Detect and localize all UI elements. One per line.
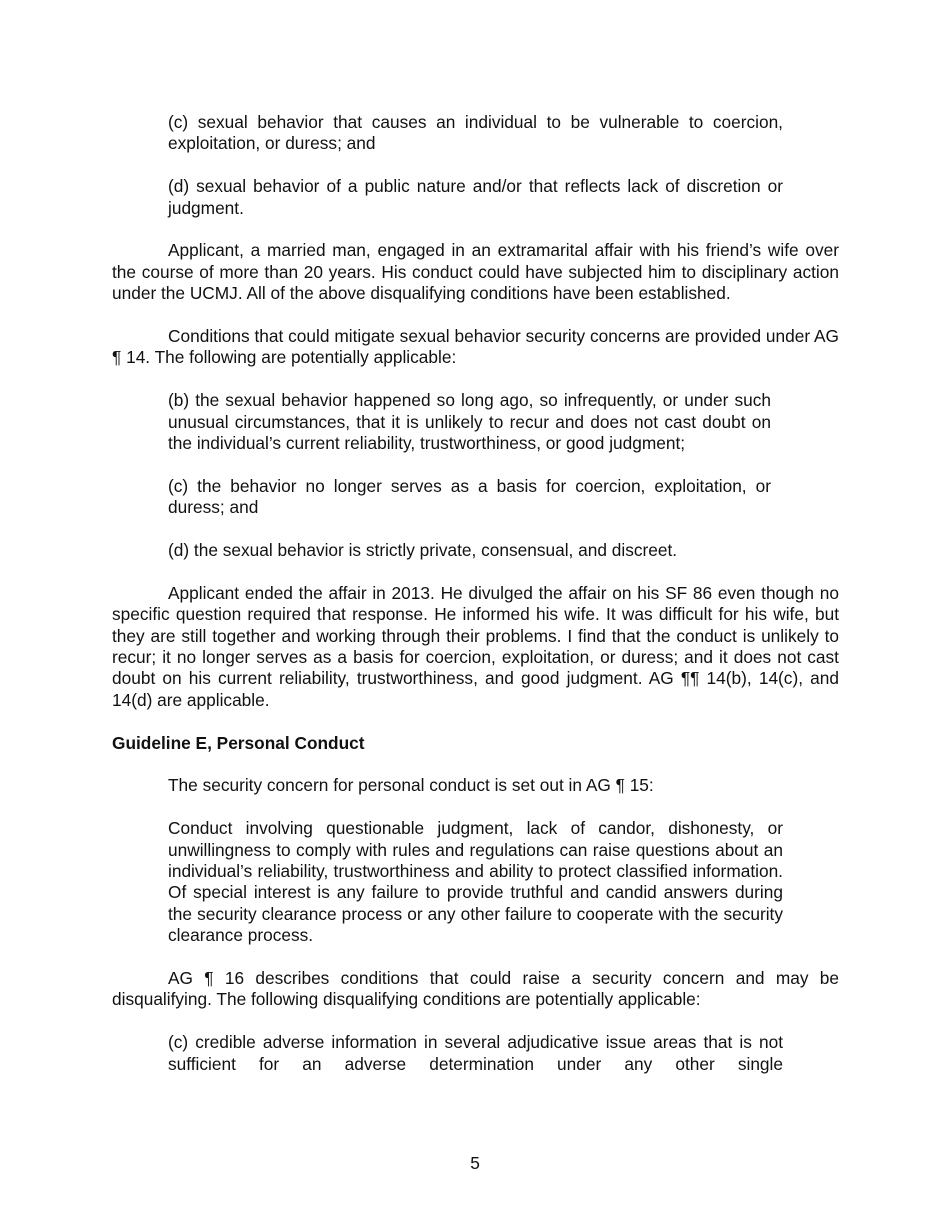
quoted-security-concern: Conduct involving questionable judgment, lack of candor, dishonesty, or unwillingness to comply with rules and regulations can raise questions about an individual’s reliability, trustworthiness and ability to protect classified information. Of special interest is any failure to provide truthful and candid answers during the security clearance process or any other failure to cooperate with the security clearance process. [168,818,783,946]
body-paragraph-analysis: Applicant ended the affair in 2013. He divulged the affair on his SF 86 even though no specific question required that response. He informed his wife. It was difficult for his wife, but they are still together and working through their problems. I find that the conduct is unlikely to recur; it no longer serves as a basis for coercion, exploitation, or duress; and it does not cast doubt on his current reliability, trustworthiness, and good judgment. AG ¶¶ 14(b), 14(c), and 14(d) are applicable. [112,582,839,710]
body-paragraph-disqualifying-intro: AG ¶ 16 describes conditions that could raise a security concern and may be disqualifying. The following disqualifying conditions are potentially applicable: [112,968,839,1010]
quoted-mitigating-b: (b) the sexual behavior happened so long ago, so infrequently, or under such unusual circumstances, that it is unlikely to recur and does not cast doubt on the individual’s current reliability, trustworthiness, or good judgment; [168,390,771,454]
quoted-mitigating-c: (c) the behavior no longer serves as a basis for coercion, exploitation, or duress; and [168,475,771,518]
page-number: 5 [470,1153,480,1173]
quoted-disqualifying-c: (c) credible adverse information in several adjudicative issue areas that is not sufficient for an adverse determination under any other single [168,1032,783,1074]
body-paragraph-mitigating-intro: Conditions that could mitigate sexual behavior security concerns are provided under AG ¶ 14. The following are potentially applicable: [112,326,839,368]
quoted-condition-d-sexual: (d) sexual behavior of a public nature and/or that reflects lack of discretion or judgment. [168,176,783,218]
quoted-mitigating-d: (d) the sexual behavior is strictly private, consensual, and discreet. [168,540,678,561]
body-paragraph-personal-conduct-intro: The security concern for personal conduct is set out in AG ¶ 15: [168,775,654,796]
quoted-condition-c-sexual: (c) sexual behavior that causes an individual to be vulnerable to coercion, exploitation, or duress; and [168,112,783,154]
section-heading: Guideline E, Personal Conduct [112,732,365,753]
body-paragraph-affair: Applicant, a married man, engaged in an extramarital affair with his friend’s wife over the course of more than 20 years. His conduct could have subjected him to disciplinary action under the UCMJ. All of the above disqualifying conditions have been established. [112,240,839,304]
document-page [112,112,839,1075]
